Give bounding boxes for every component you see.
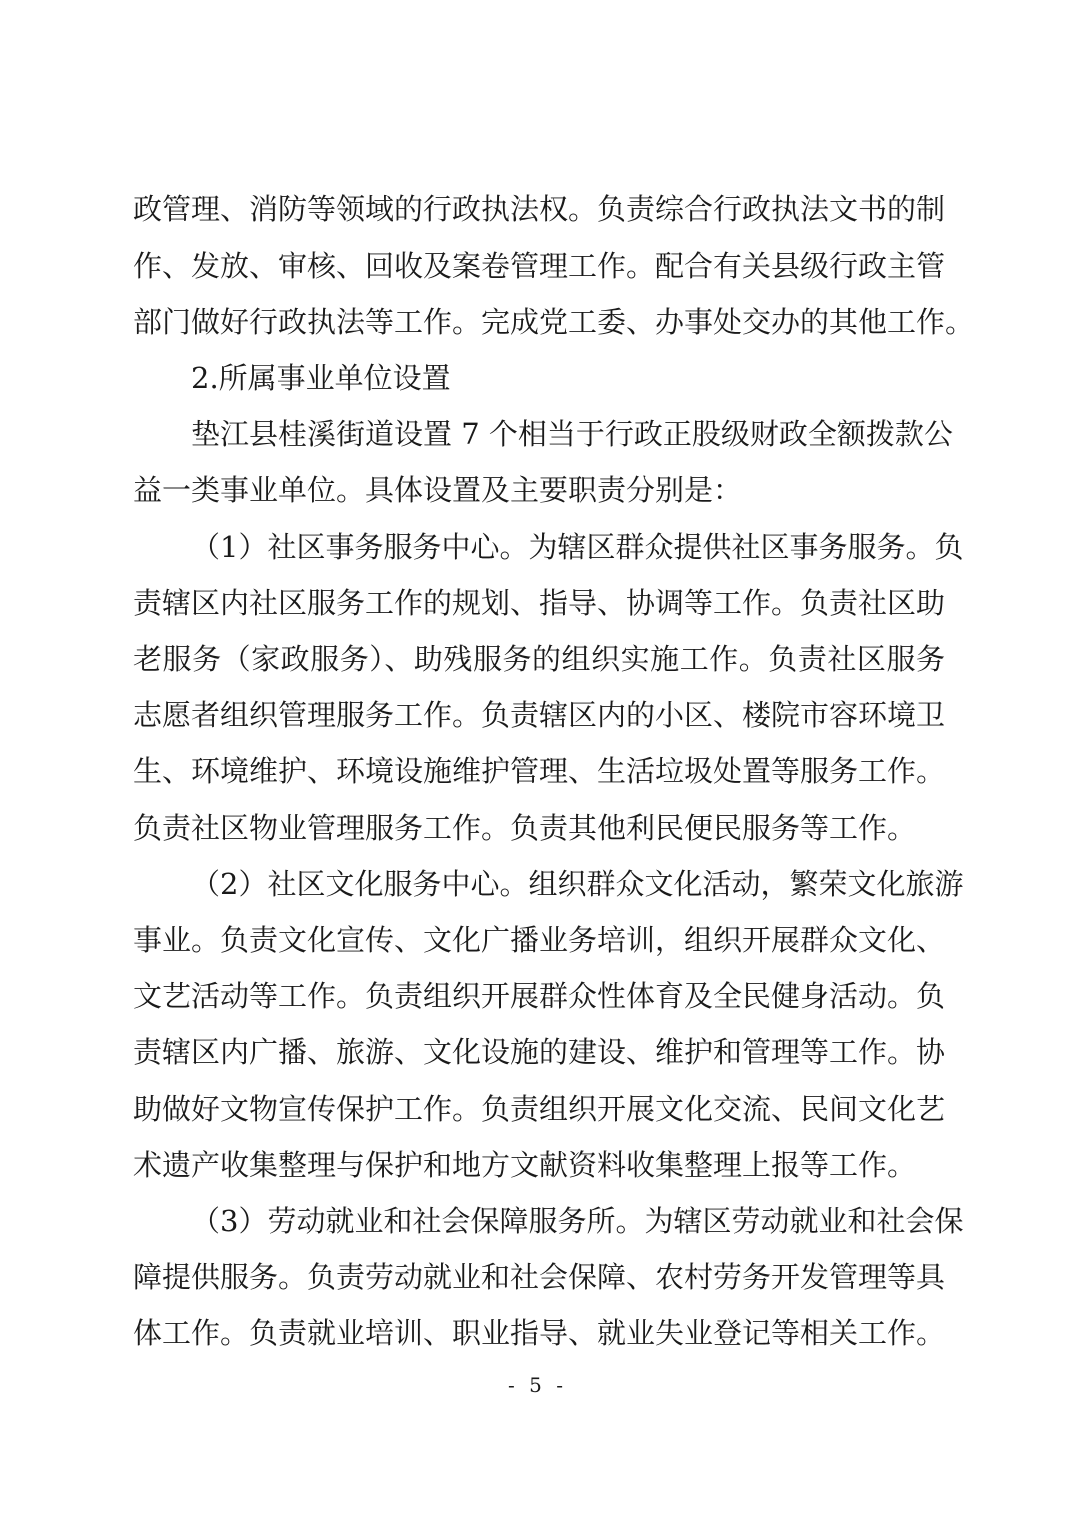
text-line: 术遗产收集整理与保护和地方文献资料收集整理上报等工作。 (133, 1148, 917, 1182)
page-number: - 5 - (508, 1373, 567, 1397)
text-line: 垫江县桂溪街道设置 7 个相当于行政正股级财政全额拨款公 (191, 417, 953, 451)
text-line: 益一类事业单位。具体设置及主要职责分别是： (133, 473, 743, 507)
text-line: （2）社区文化服务中心。组织群众文化活动，繁荣文化旅游 (191, 867, 964, 901)
text-line: 部门做好行政执法等工作。完成党工委、办事处交办的其他工作。 (133, 305, 975, 339)
text-line: （3）劳动就业和社会保障服务所。为辖区劳动就业和社会保 (191, 1204, 964, 1238)
text-line: 作、发放、审核、回收及案卷管理工作。配合有关县级行政主管 (133, 249, 946, 283)
text-line: 助做好文物宣传保护工作。负责组织开展文化交流、民间文化艺 (133, 1092, 946, 1126)
text-line: 政管理、消防等领域的行政执法权。负责综合行政执法文书的制 (133, 192, 946, 226)
text-line: （1）社区事务服务中心。为辖区群众提供社区事务服务。负 (191, 530, 964, 564)
text-line: 责辖区内社区服务工作的规划、指导、协调等工作。负责社区助 (133, 586, 946, 620)
text-line: 事业。负责文化宣传、文化广播业务培训，组织开展群众文化、 (133, 923, 946, 957)
text-line: 体工作。负责就业培训、职业指导、就业失业登记等相关工作。 (133, 1316, 946, 1350)
text-line: 志愿者组织管理服务工作。负责辖区内的小区、楼院市容环境卫 (133, 698, 946, 732)
text-line: 生、环境维护、环境设施维护管理、生活垃圾处置等服务工作。 (133, 754, 946, 788)
text-line: 老服务（家政服务）、助残服务的组织实施工作。负责社区服务 (133, 642, 945, 676)
section-heading: 2.所属事业单位设置 (191, 361, 451, 395)
text-line: 负责社区物业管理服务工作。负责其他利民便民服务等工作。 (133, 811, 917, 845)
text-line: 障提供服务。负责劳动就业和社会保障、农村劳务开发管理等具 (133, 1260, 946, 1294)
text-line: 责辖区内广播、旅游、文化设施的建设、维护和管理等工作。协 (133, 1035, 946, 1069)
text-line: 文艺活动等工作。负责组织开展群众性体育及全民健身活动。负 (133, 979, 946, 1013)
